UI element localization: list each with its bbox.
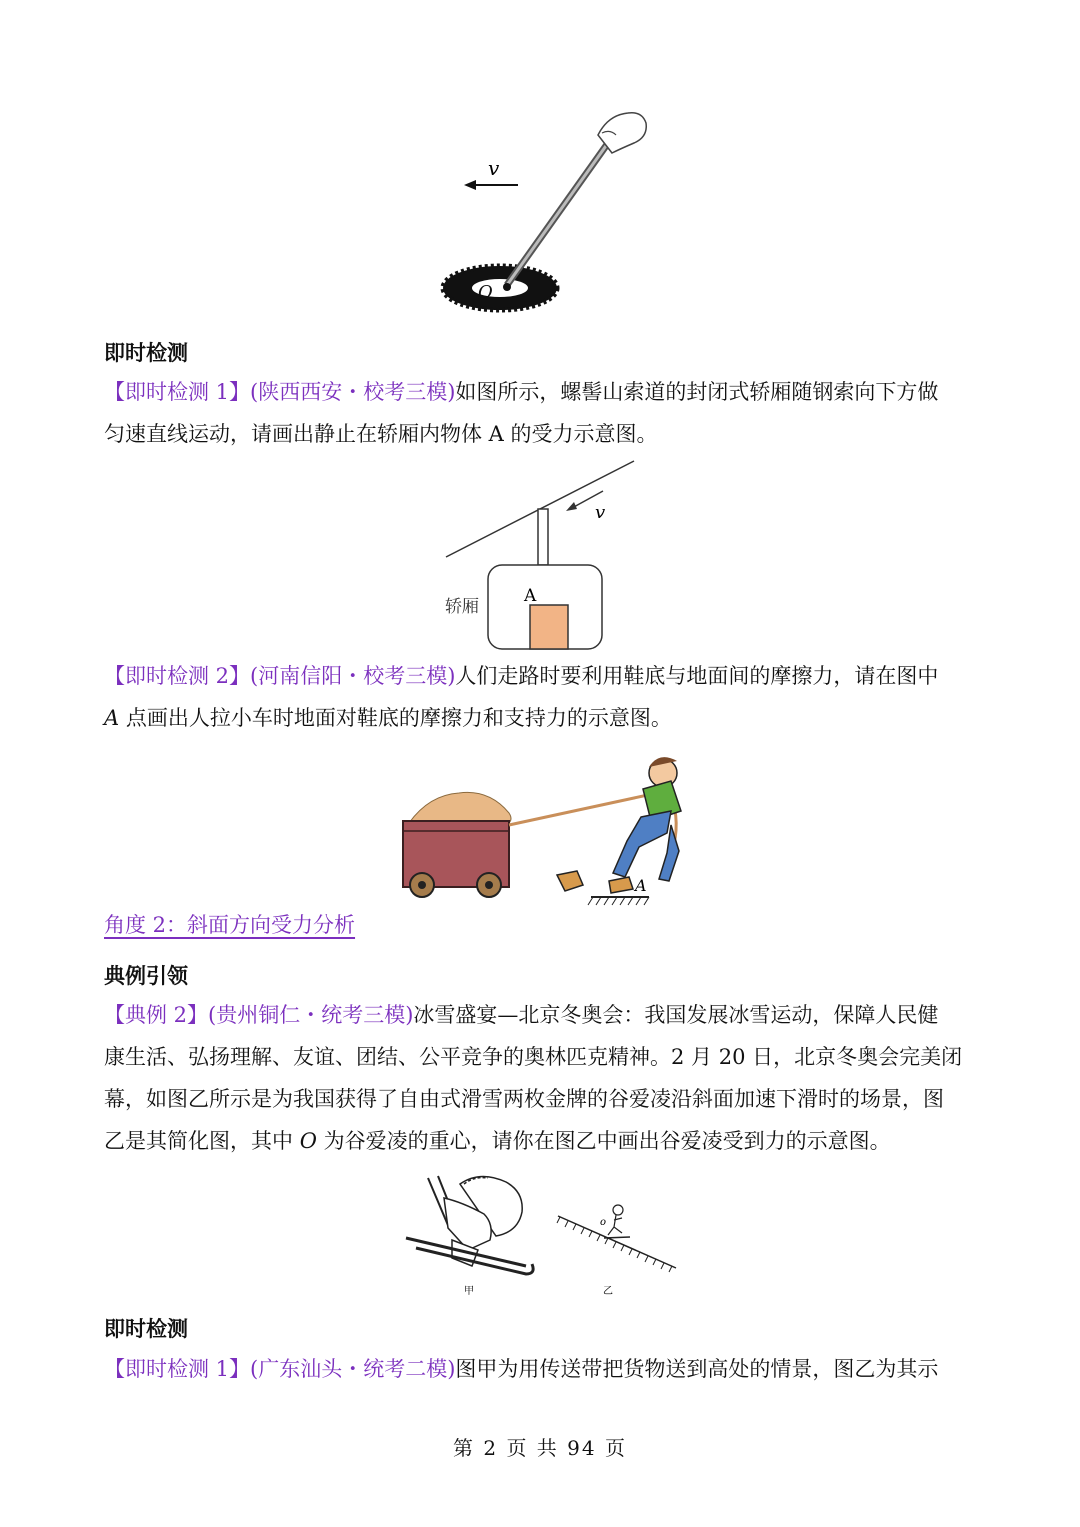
question-1-text-a: 如图所示，螺髻山索道的封闭式轿厢随钢索向下方做	[455, 380, 939, 404]
gravity-center-label: o	[600, 1217, 607, 1228]
example-2-line-4b: 为谷爱凌的重心，请你在图乙中画出谷爱凌受到力的示意图。	[316, 1129, 891, 1153]
heading-instant-check-2: 即时检测	[104, 1317, 188, 1341]
section-title: 角度 2：斜面方向受力分析	[104, 913, 356, 937]
pivot-label: O	[478, 282, 493, 303]
figure-jia-label: 甲	[464, 1286, 474, 1297]
point-a-label: A	[635, 876, 647, 895]
question-2-text-b: 点画出人拉小车时地面对鞋底的摩擦力和支持力的示意图。	[119, 706, 672, 730]
example-2-gravity-point: O	[299, 1129, 317, 1153]
question-1	[104, 371, 984, 455]
example-2-line-2: 康生活、弘扬理解、友谊、团结、公平竞争的奥林匹克精神。2 月 20 日，北京冬奥会完美闭	[104, 1045, 963, 1069]
question-2-text-a: 人们走路时要利用鞋底与地面间的摩擦力，请在图中	[455, 664, 939, 688]
example-2-line-4a: 乙是其简化图，其中	[104, 1129, 300, 1153]
question-2-source: 【即时检测 2】(河南信阳・校考三模)	[104, 664, 456, 688]
question-3-text: 图甲为用传送带把货物送到高处的情景，图乙为其示	[455, 1357, 939, 1381]
page-footer: 第 2 页 共 94 页	[453, 1436, 627, 1460]
example-2-line-1: 冰雪盛宴—北京冬奥会：我国发展冰雪运动，保障人民健	[413, 1003, 939, 1027]
heading-example: 典例引领	[104, 964, 188, 988]
example-2	[104, 994, 984, 1162]
example-2-source: 【典例 2】(贵州铜仁・统考三模)	[104, 1003, 414, 1027]
question-2	[104, 655, 984, 739]
velocity-label: v	[488, 156, 500, 180]
question-1-source: 【即时检测 1】(陕西西安・校考三模)	[104, 380, 456, 404]
example-2-line-3: 幕，如图乙所示是为我国获得了自由式滑雪两枚金牌的谷爱凌沿斜面加速下滑时的场景，图	[104, 1087, 944, 1111]
object-a-label: A	[524, 586, 537, 606]
figure-skier	[400, 1170, 690, 1300]
question-1-text-b: 匀速直线运动，请画出静止在轿厢内物体 A 的受力示意图。	[104, 422, 658, 446]
figure-yi-label: 乙	[603, 1286, 613, 1297]
question-3	[104, 1348, 984, 1390]
velocity-label: v	[595, 502, 606, 523]
figure-ring-rod	[430, 105, 650, 320]
question-2-point: A	[104, 706, 120, 730]
figure-cable-car	[440, 455, 650, 655]
heading-instant-check: 即时检测	[104, 341, 188, 365]
figure-boy-cart	[395, 745, 695, 907]
cabin-label: 轿厢	[445, 597, 479, 617]
question-3-source: 【即时检测 1】(广东汕头・统考二模)	[104, 1357, 456, 1381]
